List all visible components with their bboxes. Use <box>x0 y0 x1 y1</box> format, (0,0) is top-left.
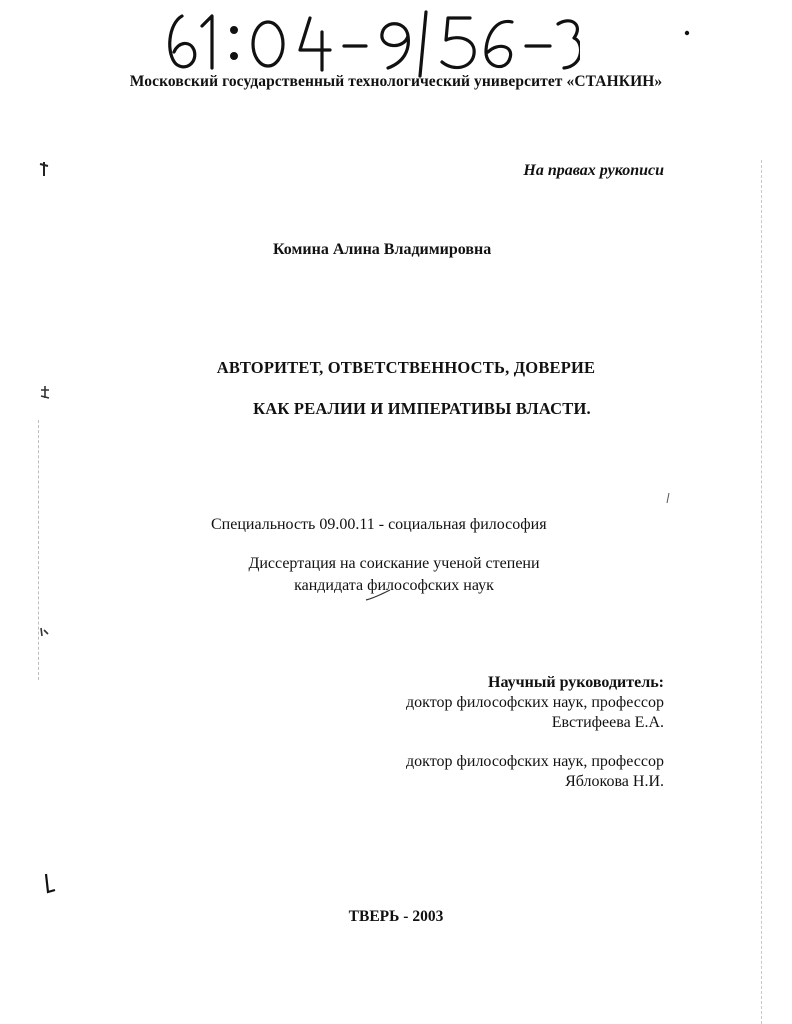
degree-line-1: Диссертация на соискание ученой степени <box>248 555 540 572</box>
scan-speck-mark <box>664 492 672 504</box>
dissertation-title-line-1: АВТОРИТЕТ, ОТВЕТСТВЕННОСТЬ, ДОВЕРИЕ <box>216 358 596 377</box>
supervisor-1-name: Евстифеева Е.А. <box>551 714 664 731</box>
supervisor-heading: Научный руководитель: <box>488 674 664 691</box>
scan-speck-mark <box>38 624 52 638</box>
scan-right-edge-line <box>761 160 763 1024</box>
specialty: Специальность 09.00.11 - социальная философия <box>211 516 547 533</box>
rights-note: На правах рукописи <box>523 162 664 179</box>
scan-speck-mark <box>38 384 52 402</box>
supervisor-2-degree: доктор философских наук, профессор <box>406 753 664 770</box>
degree-line-2: кандидата философских наук <box>294 577 494 594</box>
scan-dot <box>682 28 692 38</box>
handwritten-archive-number <box>160 6 580 78</box>
pen-stroke-mark <box>364 588 392 602</box>
scan-speck-mark <box>36 158 52 182</box>
author-name: Комина Алина Владимировна <box>273 241 492 258</box>
scan-margin-line <box>38 420 40 680</box>
city-year: ТВЕРЬ - 2003 <box>348 908 444 925</box>
dissertation-title-line-2: КАК РЕАЛИИ И ИМПЕРАТИВЫ ВЛАСТИ. <box>253 399 591 418</box>
university-name: Московский государственный технологический университет «СТАНКИН» <box>129 73 663 90</box>
supervisor-2-name: Яблокова Н.И. <box>565 773 664 790</box>
scan-speck-mark <box>42 872 58 896</box>
supervisor-1-degree: доктор философских наук, профессор <box>406 694 664 711</box>
